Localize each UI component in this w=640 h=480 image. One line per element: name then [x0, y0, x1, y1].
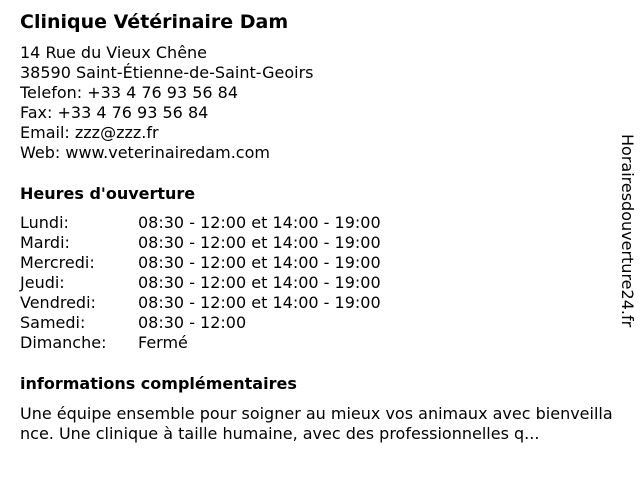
info-heading: informations complémentaires	[20, 374, 297, 393]
phone-number: Telefon: +33 4 76 93 56 84	[20, 83, 239, 102]
hours-day-label: Mercredi:	[20, 253, 95, 272]
hours-day-label: Lundi:	[20, 213, 69, 232]
hours-time-value: 08:30 - 12:00	[138, 313, 247, 332]
fax-number: Fax: +33 4 76 93 56 84	[20, 103, 209, 122]
hours-time-value: Fermé	[138, 333, 188, 352]
hours-time-value: 08:30 - 12:00 et 14:00 - 19:00	[138, 213, 381, 232]
hours-time-value: 08:30 - 12:00 et 14:00 - 19:00	[138, 273, 381, 292]
hours-day-label: Jeudi:	[20, 273, 65, 292]
address-city: 38590 Saint-Étienne-de-Saint-Geoirs	[20, 63, 314, 82]
hours-day-label: Samedi:	[20, 313, 86, 332]
site-watermark: Horairesdouverture24.fr	[618, 134, 637, 328]
hours-heading: Heures d'ouverture	[20, 184, 196, 203]
info-description: Une équipe ensemble pour soigner au mieux vos animaux avec bienveillance. Une clinique à taille humaine, avec des professionnelles q...	[20, 404, 613, 443]
email-address: Email: zzz@zzz.fr	[20, 123, 159, 142]
website-address: Web: www.veterinairedam.com	[20, 143, 270, 162]
hours-time-value: 08:30 - 12:00 et 14:00 - 19:00	[138, 293, 381, 312]
hours-time-value: 08:30 - 12:00 et 14:00 - 19:00	[138, 233, 381, 252]
hours-day-label: Dimanche:	[20, 333, 107, 352]
hours-time-value: 08:30 - 12:00 et 14:00 - 19:00	[138, 253, 381, 272]
clinic-name: Clinique Vétérinaire Dam	[20, 11, 289, 33]
address-street: 14 Rue du Vieux Chêne	[20, 43, 208, 62]
hours-day-label: Vendredi:	[20, 293, 96, 312]
hours-day-label: Mardi:	[20, 233, 70, 252]
contact-block	[20, 43, 314, 163]
